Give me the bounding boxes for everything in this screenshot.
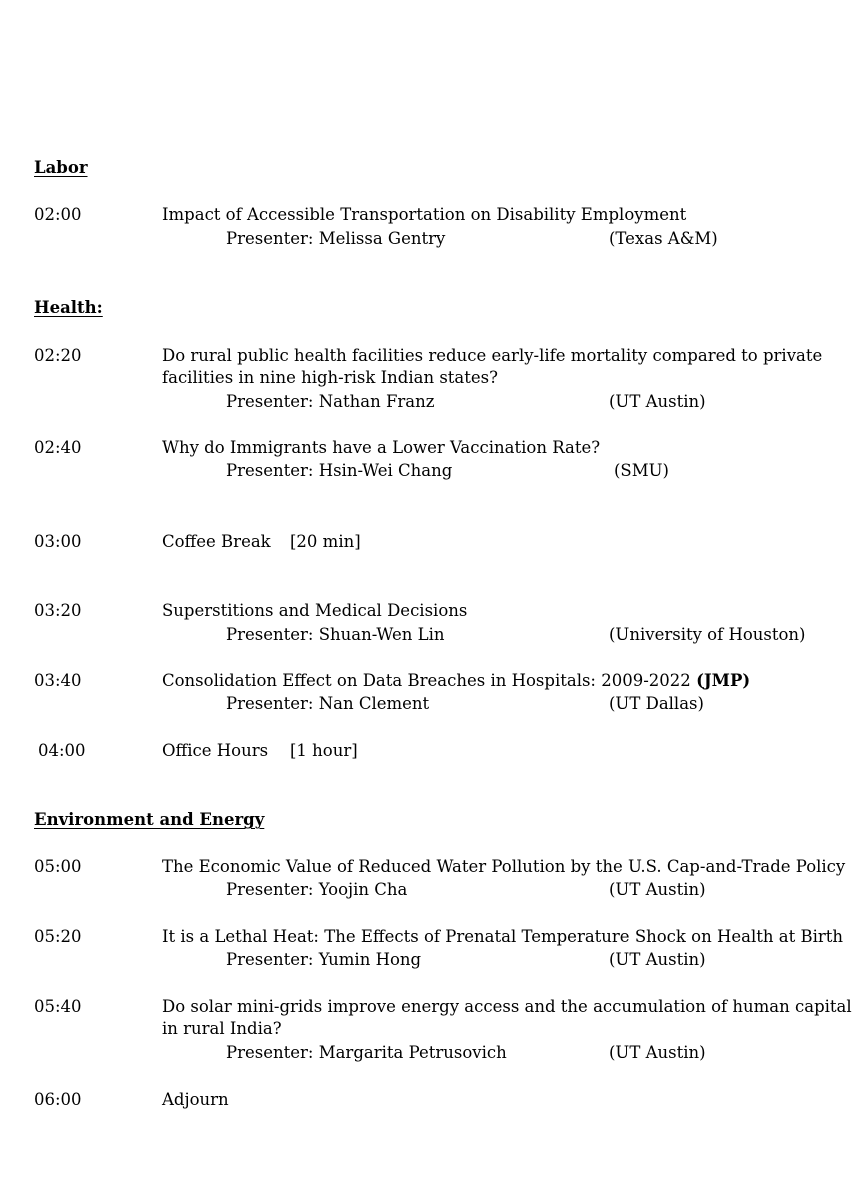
presenter-name: Presenter: Hsin-Wei Chang (226, 461, 453, 480)
talk-title: Why do Immigrants have a Lower Vaccination Rate? (162, 438, 601, 457)
talk-title: Consolidation Effect on Data Breaches in Hospitals: 2009-2022 (162, 671, 691, 690)
break-title: Coffee Break (162, 532, 271, 551)
time-label: 03:20 (34, 601, 82, 620)
talk-title: Do solar mini-grids improve energy access and the accumulation of human capital in rural India? (162, 997, 852, 1038)
break-duration: [1 hour] (290, 741, 358, 760)
presenter-name: Presenter: Nathan Franz (226, 392, 435, 411)
presenter-name: Presenter: Margarita Petrusovich (226, 1043, 507, 1062)
affiliation: (UT Austin) (609, 880, 706, 899)
affiliation: (UT Dallas) (609, 694, 704, 713)
talk-title: Do rural public health facilities reduce early-life mortality compared to private facilities in nine high-risk Indian states? (162, 346, 823, 387)
break-duration: [20 min] (290, 532, 361, 551)
time-label: 05:00 (34, 857, 82, 876)
break-title: Office Hours (162, 741, 269, 760)
talk-title: Superstitions and Medical Decisions (162, 601, 468, 620)
time-label: 02:40 (34, 438, 82, 457)
time-label: 02:20 (34, 346, 82, 365)
affiliation: (UT Austin) (609, 1043, 706, 1062)
presenter-name: Presenter: Yumin Hong (226, 950, 422, 969)
presenter-name: Presenter: Shuan-Wen Lin (226, 625, 445, 644)
time-label: 06:00 (34, 1090, 82, 1109)
adjourn-label: Adjourn (162, 1090, 229, 1109)
affiliation: (Texas A&M) (609, 229, 718, 248)
time-label: 03:40 (34, 671, 82, 690)
jmp-tag: (JMP) (696, 671, 751, 690)
time-label: 05:20 (34, 927, 82, 946)
affiliation: (University of Houston) (609, 625, 806, 644)
time-label: 02:00 (34, 205, 82, 224)
affiliation: (UT Austin) (609, 950, 706, 969)
section-heading-labor: Labor (34, 158, 88, 177)
affiliation: (SMU) (614, 461, 669, 480)
time-label: 05:40 (34, 997, 82, 1016)
talk-title: Impact of Accessible Transportation on Disability Employment (162, 205, 687, 224)
presenter-name: Presenter: Yoojin Cha (226, 880, 408, 899)
presenter-name: Presenter: Nan Clement (226, 694, 430, 713)
time-label: 03:00 (34, 532, 82, 551)
talk-title: It is a Lethal Heat: The Effects of Prenatal Temperature Shock on Health at Birth (162, 927, 844, 946)
affiliation: (UT Austin) (609, 392, 706, 411)
talk-title: The Economic Value of Reduced Water Pollution by the U.S. Cap-and-Trade Policy (162, 857, 846, 876)
section-heading-environment: Environment and Energy (34, 810, 265, 829)
presenter-name: Presenter: Melissa Gentry (226, 229, 446, 248)
time-label: 04:00 (38, 741, 86, 760)
section-heading-health: Health: (34, 298, 103, 317)
talk-title-line (162, 670, 750, 692)
